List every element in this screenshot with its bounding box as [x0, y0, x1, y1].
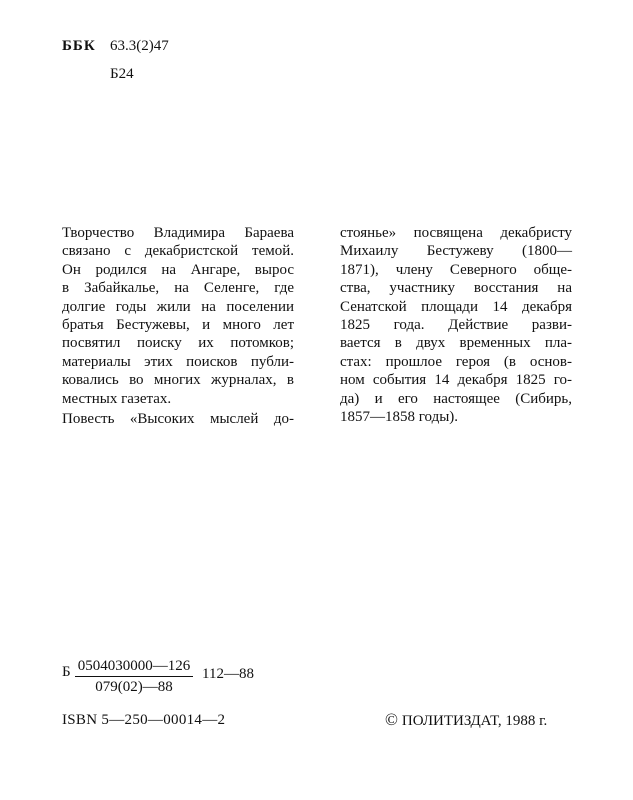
annotation-line: 1871), члену Северного обще-	[340, 261, 572, 278]
annotation-right-column	[340, 224, 572, 426]
publisher-line	[385, 710, 547, 730]
annotation-line: 1857—1858 годы).	[340, 409, 459, 426]
classification-denominator: 079(02)—88	[95, 679, 173, 695]
annotation-line: Повесть «Высоких мыслей до-	[62, 411, 294, 428]
annotation-line: ном события 14 декабря 1825 го-	[340, 372, 572, 389]
isbn: ISBN 5—250—00014—2	[62, 712, 226, 728]
annotation-line: ковались во многих журналах, в	[62, 372, 294, 389]
annotation-line: Он родился на Ангаре, вырос	[62, 261, 294, 278]
annotation-line: посвятил поиску их потомков;	[62, 335, 294, 352]
classification-fraction	[75, 657, 193, 696]
annotation-line: местных газетах.	[62, 390, 172, 407]
annotation-line: Творчество Владимира Бараева	[62, 225, 294, 241]
annotation-left-column	[62, 224, 294, 428]
annotation-line: ства, участнику восстания на	[340, 280, 572, 297]
annotation-line: вается в двух временных пла-	[340, 335, 572, 352]
annotation-line: стоянье» посвящена декабристу	[340, 225, 572, 241]
publisher-name: ПОЛИТИЗДАТ, 1988 г.	[401, 713, 548, 729]
annotation-line: стах: прошлое героя (в основ-	[340, 353, 572, 370]
bbk-code: 63.3(2)47	[110, 38, 169, 54]
annotation-line: материалы этих поисков публи-	[62, 353, 294, 370]
author-mark: Б24	[110, 66, 134, 82]
annotation-line: Сенатской площади 14 декабря	[340, 298, 572, 315]
annotation-line: связано с декабристской темой.	[62, 243, 294, 260]
classification-numerator: 0504030000—126	[75, 657, 193, 677]
copyright-icon: ©	[385, 710, 398, 729]
classification-suffix: 112—88	[202, 666, 254, 682]
annotation-line: да) и его настоящее (Сибирь,	[340, 390, 572, 407]
bbk-label: ББК	[62, 38, 96, 54]
classification-prefix: Б	[62, 664, 71, 680]
annotation-line: Михаилу Бестужеву (1800—	[340, 243, 572, 260]
annotation-line: долгие годы жили на поселении	[62, 298, 294, 315]
annotation-line: братья Бестужевы, и много лет	[62, 317, 294, 334]
annotation-line: в Забайкалье, на Селенге, где	[62, 280, 294, 297]
annotation-line: 1825 года. Действие разви-	[340, 317, 572, 334]
